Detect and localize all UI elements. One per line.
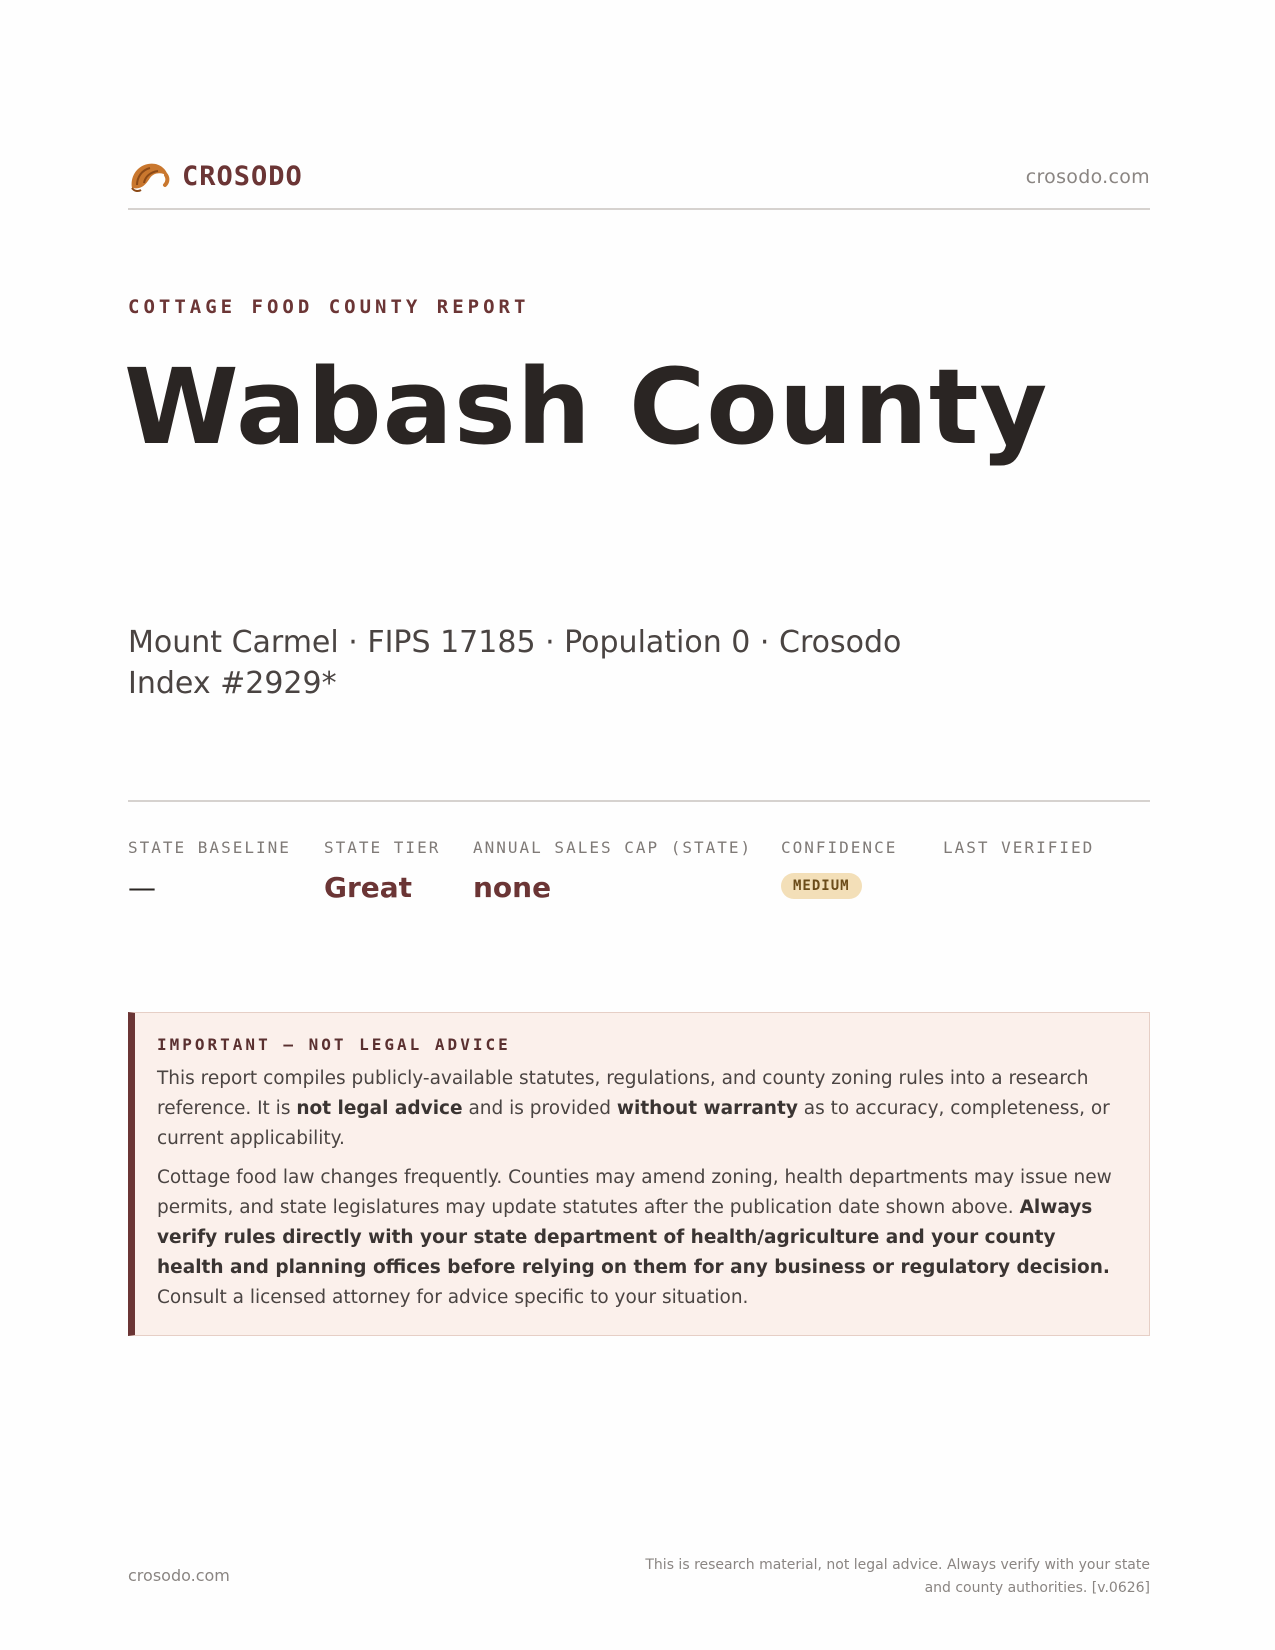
stat-state-baseline (128, 838, 291, 904)
notice-text: Consult a licensed attorney for advice specific to your situation. (157, 1287, 749, 1308)
croissant-icon (128, 158, 170, 196)
stat-state-tier (324, 838, 440, 904)
brand-name: CROSODO (182, 161, 303, 192)
notice-emphasis: Always verify rules directly with your state department of health/agriculture and your county health and planning offices before relying on them for any business or regulatory decision. (157, 1197, 1110, 1278)
notice-text: This report compiles publicly-available statutes, regulations, and county zoning rules into a research reference. It is (157, 1068, 1089, 1119)
stat-label: STATE TIER (324, 838, 441, 857)
stat-label: CONFIDENCE (781, 838, 898, 857)
stat-value: Great (324, 871, 413, 904)
notice-title: IMPORTANT — NOT LEGAL ADVICE (157, 1035, 511, 1054)
legal-notice (128, 1012, 1150, 1336)
notice-text: and is provided (462, 1098, 617, 1119)
divider (128, 800, 1150, 802)
footer-disclaimer-line: and county authorities. [v.0626] (924, 1580, 1150, 1596)
report-kicker: COTTAGE FOOD COUNTY REPORT (128, 296, 530, 318)
page-title: Wabash County (124, 346, 1049, 468)
stat-value: — (128, 871, 156, 904)
notice-paragraph (157, 1064, 1123, 1154)
page-header (128, 158, 1150, 210)
notice-paragraph (157, 1163, 1123, 1313)
notice-emphasis: without warranty (616, 1098, 798, 1119)
stat-last-verified (943, 838, 1094, 871)
notice-emphasis: not legal advice (296, 1098, 463, 1119)
header-url[interactable]: crosodo.com (1025, 166, 1150, 188)
report-page (124, 0, 1150, 1650)
stat-label: ANNUAL SALES CAP (STATE) (473, 838, 753, 857)
stat-value: none (473, 871, 552, 904)
brand (128, 158, 303, 196)
footer-disclaimer (630, 1554, 1150, 1600)
footer-url[interactable]: crosodo.com (128, 1566, 230, 1585)
stat-sales-cap (473, 838, 752, 904)
report-subtitle: Mount Carmel · FIPS 17185 · Population 0 · Crosodo Index #2929* (128, 625, 902, 701)
notice-text: Cottage food law changes frequently. Counties may amend zoning, health departments may issue new permits, and state legislatures may update statutes after the publication date shown above. (157, 1167, 1112, 1218)
footer-disclaimer-line: This is research material, not legal advice. Always verify with your state (645, 1557, 1150, 1573)
notice-text: as to accuracy, completeness, or current applicability. (157, 1098, 1110, 1149)
stat-label: STATE BASELINE (128, 838, 291, 857)
confidence-badge: MEDIUM (781, 873, 862, 899)
stat-label: LAST VERIFIED (943, 838, 1095, 857)
stat-confidence (781, 838, 897, 899)
